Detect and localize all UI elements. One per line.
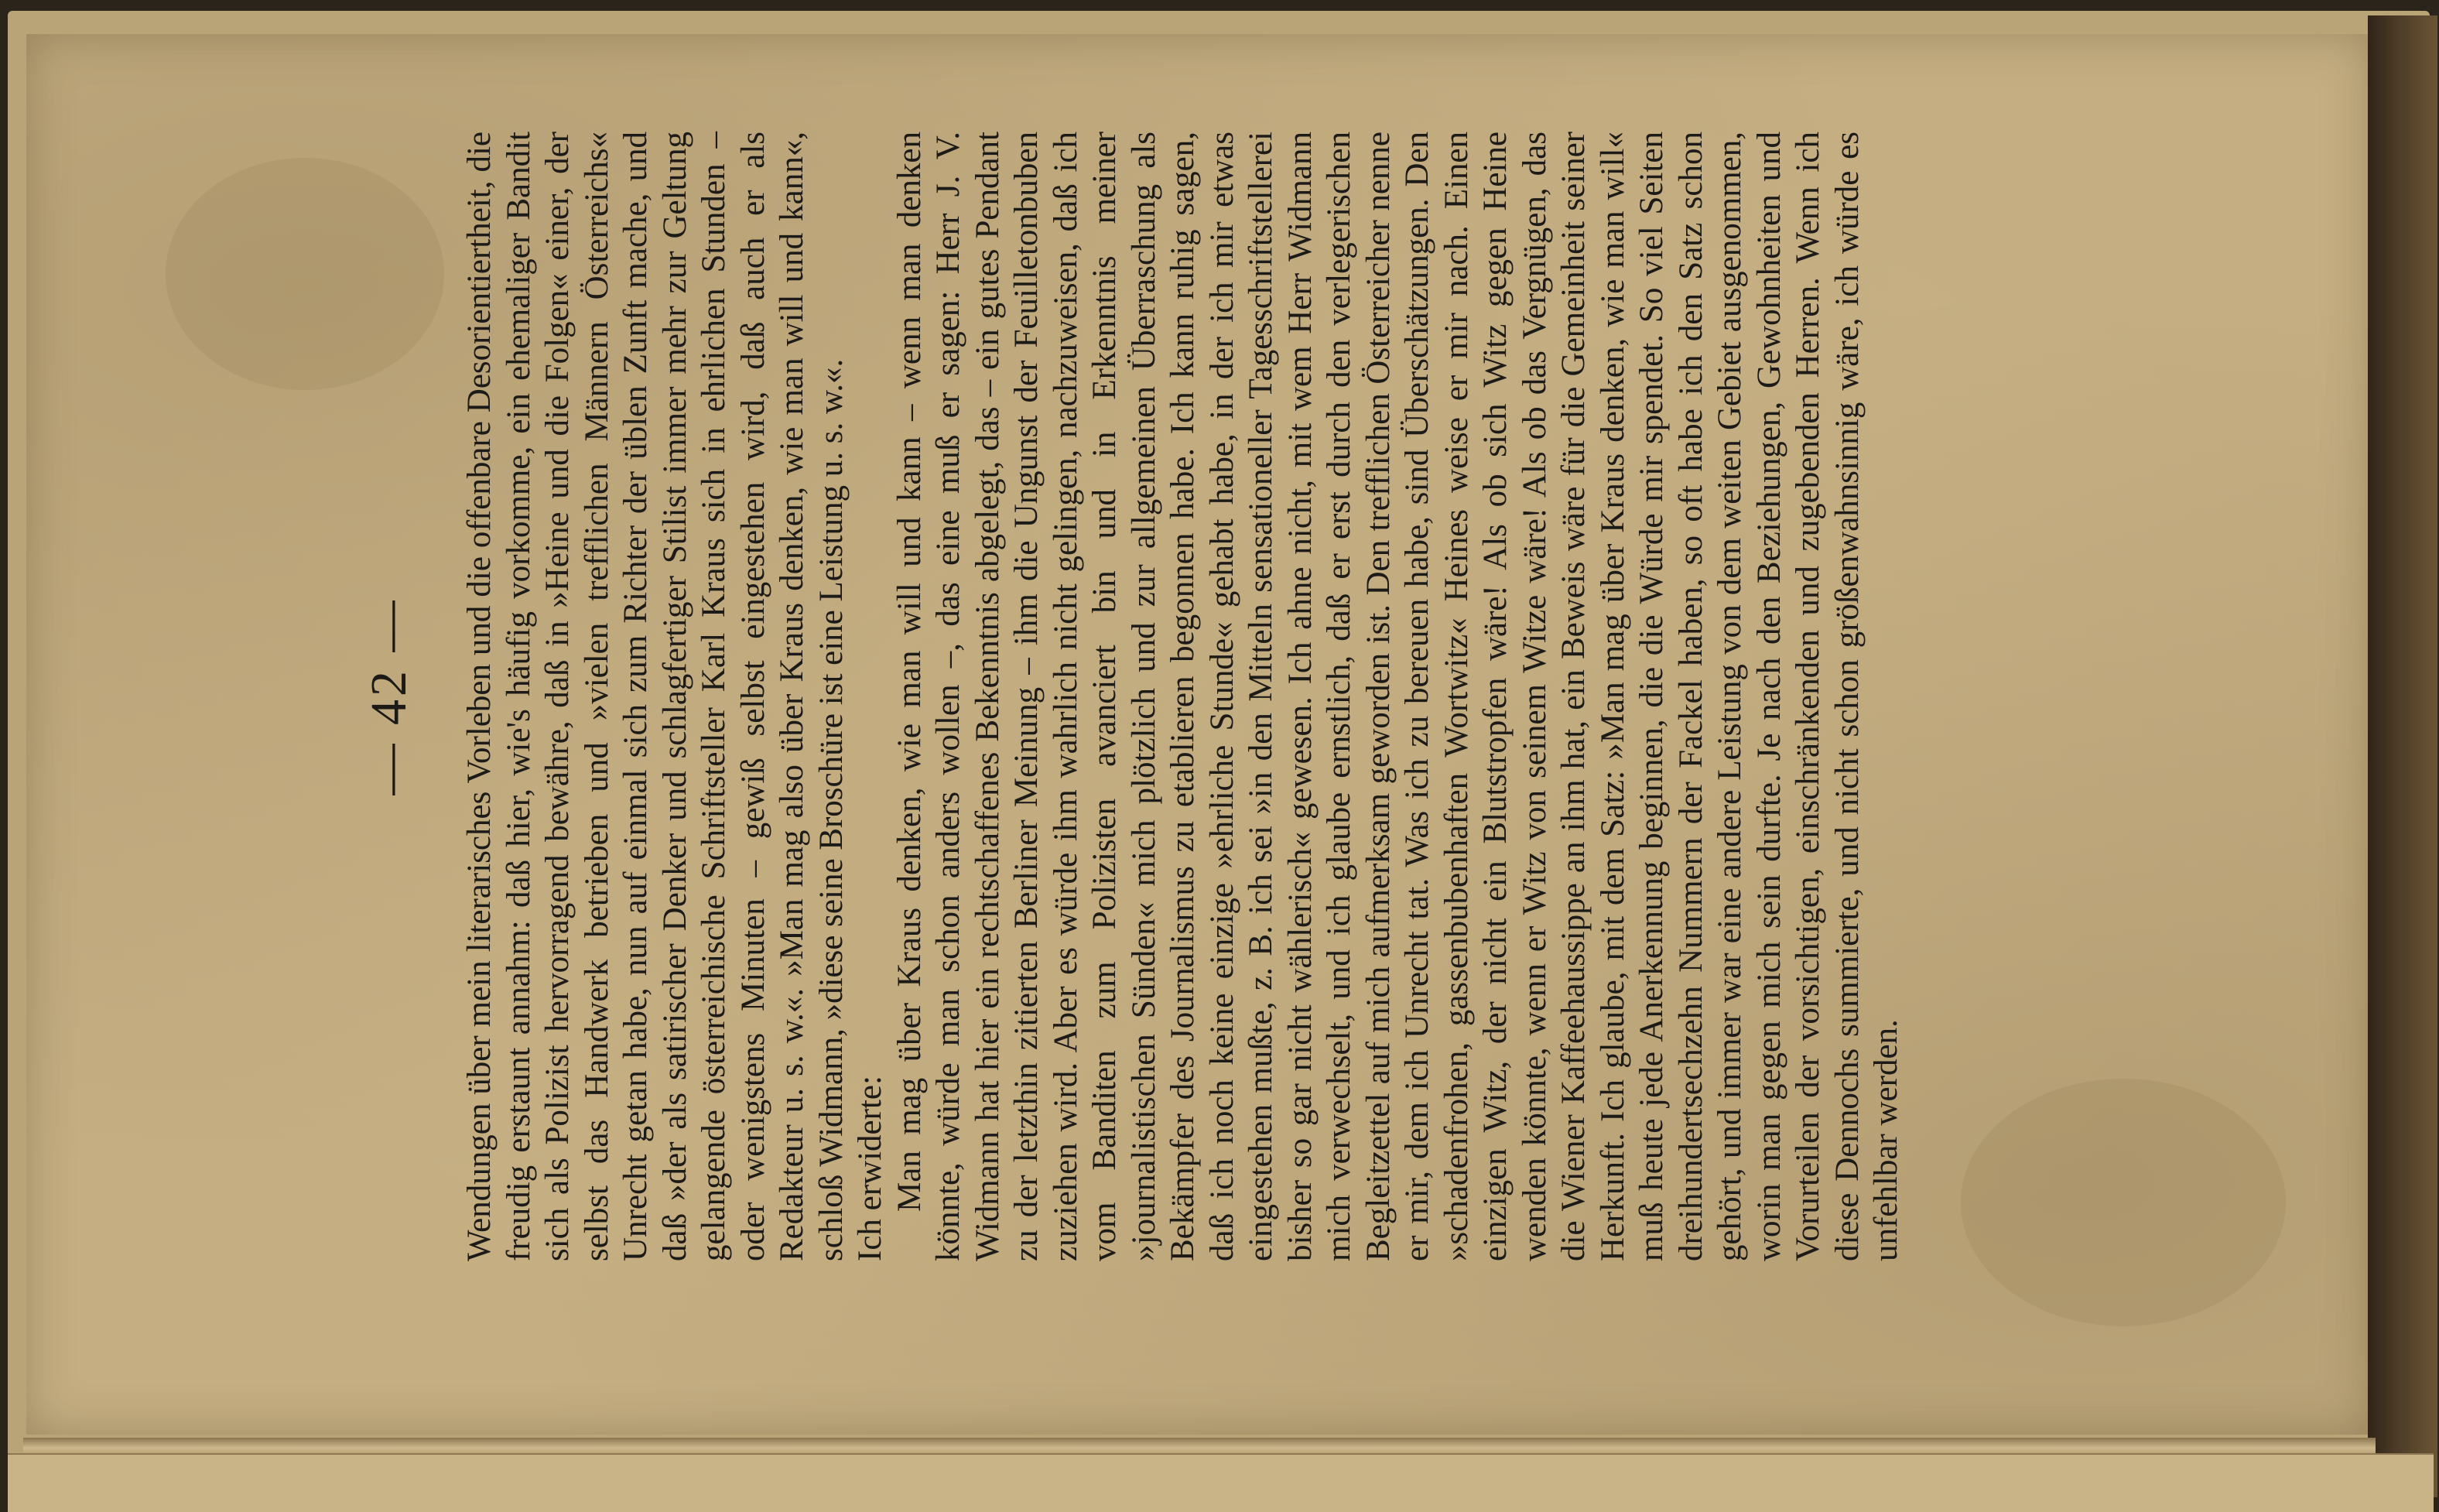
body-text [460, 132, 1907, 1261]
facing-page-edge [8, 1453, 2434, 1512]
paragraph: Man mag über Kraus denken, wie man will und kann – wenn man denken könnte, würde man schon anders wollen –, das eine muß er sagen: Herr J. V. Widmann hat hier ein rechtschaffenes Bekenntnis abgelegt, das – ein gutes Pendant zu der letzthin zitierten Berliner Meinung – ihm die Ungunst der Feuilletonbuben zuziehen wird. Aber es würde ihm wahrlich nicht gelingen, nachzuweisen, daß ich vom Banditen zum Polizisten avanciert bin und in Erkenntnis meiner »journalistischen Sünden« mich plötzlich und zur allgemeinen Überraschung als Bekämpfer des Journalismus zu etablieren begonnen habe. Ich kann ruhig sagen, daß ich noch keine einzige »ehrliche Stunde« gehabt habe, in der ich mir etwas eingestehen mußte, z. B. ich sei »in den Mitteln sensationeller Tagesschriftstellerei bisher so gar nicht wählerisch« gewesen. Ich ahne nicht, mit wem Herr Widmann mich verwechselt, und ich glaube ernstlich, daß er erst durch den verlegerischen Begleitzettel auf mich aufmerksam geworden ist. Den trefflichen Österreicher nenne er mir, dem ich Unrecht tat. Was ich zu bereuen habe, sind Überschätzungen. Den »schadenfrohen, gassenbubenhaften Wortwitz« Heines weise er mir nach. Einen einzigen Witz, der nicht ein Blutstropfen wäre! Als ob sich Witz gegen Heine wenden könnte, wenn er Witz von seinem Witze wäre! Als ob das Vergnügen, das die Wiener Kaffeehaussippe an ihm hat, ein Beweis wäre für die Gemeinheit seiner Herkunft. Ich glaube, mit dem Satz: »Man mag über Kraus denken, wie man will« muß heute jede Anerkennung beginnen, die die Würde mir spendet. So viel Seiten dreihundertsechzehn Nummern der Fackel haben, so oft habe ich den Satz schon gehört, und immer war eine andere Leistung von dem weiten Gebiet ausgenommen, worin man gegen mich sein durfte. Je nach den Beziehungen, Gewohnheiten und Vorurteilen der vorsichtigen, einschränkenden und zugebenden Herren. Wenn ich diese Dennochs summierte, und nicht schon größenwahnsinnig wäre, ich würde es unfehlbar werden. [891, 132, 1904, 1261]
binding-fold [23, 1438, 2376, 1455]
page-number: — 42 — [361, 597, 417, 795]
page-text-block [360, 132, 2271, 1261]
page-edge [2368, 15, 2437, 1497]
paragraph: Ich erwiderte: [852, 1076, 888, 1261]
paragraph: Wendungen über mein literarisches Vorleben und die offenbare Desorientiertheit, die freudig erstaunt annahm: daß hier, wie's häufig vorkomme, ein ehemaliger Bandit sich als Polizist hervorragend bewähre, daß in »Heine und die Folgen« einer, der selbst das Handwerk betrieben und »vielen trefflichen Männern Österreichs« Unrecht getan habe, nun auf einmal sich zum Richter der üblen Zunft mache, und daß »der als satirischer Denker und schlagfertiger Stilist immer mehr zur Geltung gelangende österreichische Schriftsteller Karl Kraus sich in ehrlichen Stunden – oder wenigstens Minuten – gewiß selbst eingestehen wird, daß auch er als Redakteur u. s. w.«. »Man mag also über Kraus denken, wie man will und kann«, schloß Widmann, »diese seine Broschüre ist eine Leistung u. s. w.«. [461, 132, 850, 1261]
